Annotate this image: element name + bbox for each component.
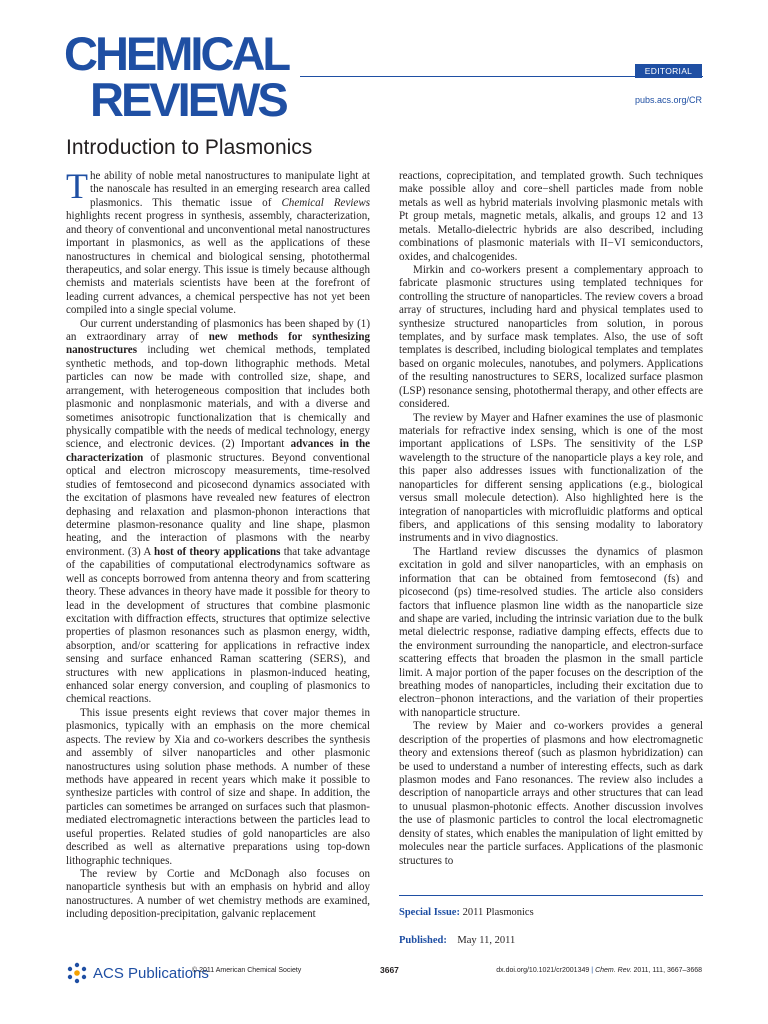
left-column <box>66 166 371 922</box>
meta-rule <box>399 895 703 896</box>
paragraph <box>66 868 370 922</box>
paragraph <box>66 166 371 318</box>
acs-hexagon-icon <box>66 962 88 984</box>
published-value: May 11, 2011 <box>457 935 516 946</box>
paragraph <box>399 264 703 412</box>
bold-phrase: advances in the characterization <box>66 438 370 464</box>
text-run: Our current understanding of plasmonics has been shaped by (1) an extraordinary array of <box>66 317 370 344</box>
text-run: This issue presents eight reviews that cover major themes in plasmonics, typically with an emphasis on the more chemical aspects. The review by Xia and co-workers describes the synthesis and assembly of silver nanoparticles and other plasmonic nanostructures using solution phase methods. A number of these methods have appeared in recent years which make it possible to synthesize particles with control of size and shape. In addition, the particles can sometimes be arranged on surfaces such that plasmon-mediated electromagnetic interactions between the particles lead to useful properties. Related studies of gold nanoparticles are also described as well as alternative preparations using top-down lithographic techniques. <box>66 706 370 867</box>
text-run: The review by Maier and co-workers provides a general description of the properties of plasmons and how electromagnetic theory and extensions thereof (such as plasmon hybridization) can be used to understand a number of interesting effects, such as dark plasmon modes and Fano resonances. The review also includes a description of nanoparticle arrays and other structures that can lead to unusual plasmon-photonic effects. Another discussion involves the use of plasmonic particles to control the local electromagnetic density of states, which enables the manipulation of light emitted by molecules near the particle surfaces. Applications of the plasmonic structures to <box>399 720 703 867</box>
doi-link[interactable]: dx.doi.org/10.1021/cr2001349 <box>496 967 590 974</box>
text-run: including wet chemical methods, templated synthetic methods, and top-down lithographic methods. Metal particles can now be made with controlled size, shape, and arrangement, with heterogeneous composition that includes both plasmonic and nonplasmonic materials, and with a diverse and sometimes anisotropic functionalization that is chemically and physically compatible with the needs of medical technology, energy science, and electronic devices. (2) Important <box>66 344 370 451</box>
text-run: reactions, coprecipitation, and templated growth. Such techniques make possible alloy and core−shell particles made from noble metals as well as hybrid materials involving plasmonic metals with Pt group metals, magnetic metals, alkalis, and groups 12 and 13 metals. Metallo-dielectric hybrids are also described, including combinations of plasmonic materials with II−VI semiconductors, oxides, and chalcogenides. <box>399 170 703 263</box>
doi-separator: | <box>591 967 594 974</box>
bold-phrase: new methods for synthesizing nanostructures <box>66 331 370 357</box>
italic-phrase: Chemical Reviews <box>281 196 371 209</box>
copyright: © 2011 American Chemical Society <box>192 967 302 974</box>
paragraph <box>66 318 370 707</box>
publisher-logo <box>66 962 209 984</box>
citation-rest: 2011, 111, 3667–3668 <box>633 967 702 974</box>
special-issue-value: 2011 Plasmonics <box>462 907 534 918</box>
text-run: The review by Cortie and McDonagh also focuses on nanoparticle synthesis but with an emphasis on hybrid and alloy nanostructures. A number of wet chemistry methods are examined, including deposition-precipitation, galvanic replacement <box>66 867 370 921</box>
text-run: he ability of noble metal nanostructures to manipulate light at the nanoscale has resulted in an emerging research area called plasmonics. This thematic issue of <box>90 170 370 209</box>
citation-journal: Chem. Rev. <box>595 967 632 974</box>
text-run: highlights recent progress in synthesis, assembly, characterization, and theory of conventional and unconventional metal nanostructures important in plasmonics, as well as the applications of these nanostructures in chemical and biological sensing, photothermal therapeutics, and solar energy. This issue is timely because although chemists and materials scientists have been at the forefront of leading current advances, a chemical perspective has not yet been compiled into a single special volume. <box>66 210 370 317</box>
journal-logo-reviews: REVIEWS <box>90 73 286 126</box>
text-run: Mirkin and co-workers present a complementary approach to fabricate plasmonic structures using templated techniques for controlling the structure of nanoparticles. The review covers a broad array of structures, including hard and physical templates used to synthesize structured nanoparticles from solution, in porous templates, and by surface mask templates. Also, the use of soft templates is described, including biological templates and templates based on organic molecules, nanotubes, and polymers. Applications of the resulting nanostructures to SERS, localized surface plasmon (LSP) resonance sensing, photothermal therapy, and other effects are considered. <box>399 263 703 411</box>
paragraph <box>399 720 703 868</box>
right-column <box>399 170 703 868</box>
text-run: The review by Mayer and Hafner examines the use of plasmonic materials for refractive index sensing, which is one of the most important applications of LSPs. The sensitivity of the LSP wavelength to the structure of the nanoparticle plays a key role, and this paper also addresses issues with functionalization of the nanoparticles for different sensing applications (e.g., biological versus small molecule detection). Also highlighted here is the integration of nanoparticles with microfluidic platforms and optical fibers, and applications of this sensing modality to laboratory instruments and in vivo diagnostics. <box>399 411 703 545</box>
published-date <box>399 935 515 946</box>
drop-cap: T <box>66 166 88 206</box>
text-run: of plasmonic structures. Beyond conventional optical and electron microscopy measurements, time-resolved studies of femtosecond and picosecond dynamics associated with the excitation of plasmons have revealed new features of electron dephasing and relaxation and plasmon-phonon interactions that determine plasmon-resonance quality and line shape, plasmon heating, and the interaction of plasmons with the nearby environment. (3) A <box>66 451 370 558</box>
special-issue <box>399 907 534 918</box>
paragraph <box>66 707 370 868</box>
text-run: that take advantage of the capabilities of computational electrodynamics software as well as concepts borrowed from antenna theory and from scattering theory. These advances in theory have made it possible for theory to lead in the development of structures that combine plasmonic excitation with diffraction effects, structures that optimize selective properties of plasmon resonances such as plasmon energy, width, absorption, and/or scattering for applications in refractive index sensing and surface enhanced Raman scattering (SERS), and structures with new applications in plasmon-induced heating, enhanced solar energy conversion, and coupling of plasmonics to chemical reactions. <box>66 545 370 706</box>
paragraph <box>399 546 703 720</box>
bold-phrase: host of theory applications <box>154 545 281 558</box>
published-label: Published: <box>399 935 447 946</box>
journal-logo-chemical: CHEMICAL <box>64 27 289 80</box>
special-issue-label: Special Issue: <box>399 907 460 918</box>
publisher-name: ACS Publications <box>93 964 209 982</box>
page-number: 3667 <box>380 965 399 975</box>
doi-citation <box>496 967 702 974</box>
journal-url[interactable]: pubs.acs.org/CR <box>634 95 702 105</box>
paragraph <box>399 412 703 546</box>
paragraph <box>399 170 703 264</box>
text-run: The Hartland review discusses the dynamics of plasmon excitation in gold and silver nanoparticles, with an emphasis on information that can be obtained from femtosecond (fs) and picosecond (ps) time-resolved studies. The article also considers factors that influence plasmon line width as the nanoparticle size and shape are varied, including the intrinsic variation due to the bulk metal dielectric response, radiative damping effects, effects due to the environment surrounding the nanoparticle, and electron-surface scattering effects that broaden the plasmon in the small particle limit. A major portion of the paper focuses on the description of the breathing modes of nanoparticles, including their excitation due to electron−phonon interactions, and the variation of their properties with nanoparticle structure. <box>399 545 703 719</box>
section-tag: EDITORIAL <box>635 64 702 78</box>
article-title: Introduction to Plasmonics <box>66 136 313 159</box>
